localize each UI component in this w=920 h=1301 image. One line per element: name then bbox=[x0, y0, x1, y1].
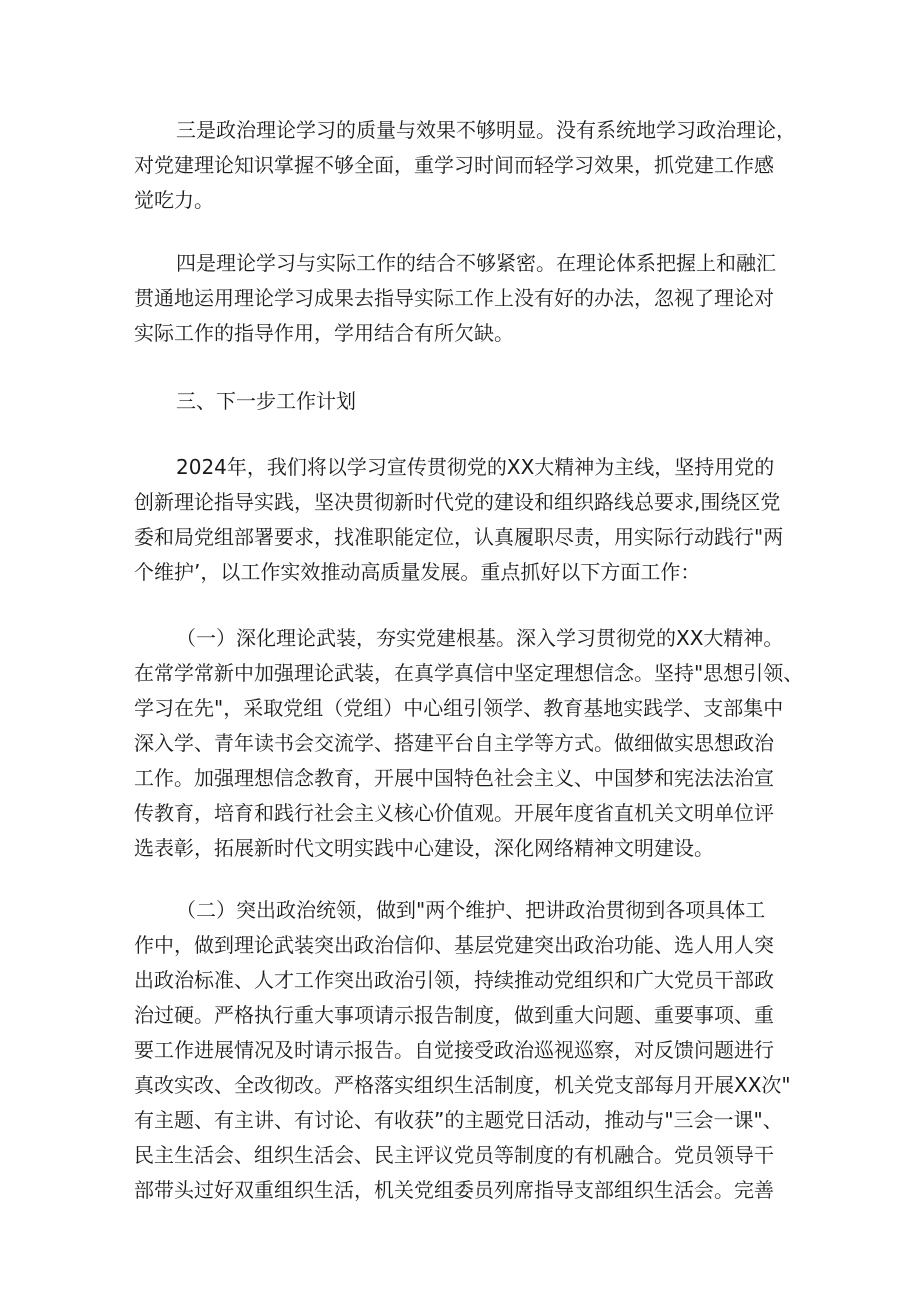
text-line: 委和局党组部署要求，找准职能定位，认真履职尽责，用实际行动践行"两 bbox=[134, 525, 784, 549]
text-line: 个维护’，以工作实效推动高质量发展。重点抓好以下方面工作： bbox=[134, 560, 701, 584]
text-line: 三是政治理论学习的质量与效果不够明显。没有系统地学习政治理论， bbox=[176, 118, 796, 142]
text-line: 治过硬。严格执行重大事项请示报告制度，做到重大问题、重要事项、重 bbox=[134, 1003, 774, 1027]
text-line: 要工作进展情况及时请示报告。自觉接受政治巡视巡察，对反馈问题进行 bbox=[134, 1038, 774, 1062]
text-line: （二）突出政治统领，做到"两个维护、把讲政治贯彻到各项具体工 bbox=[176, 898, 766, 922]
text-line: 传教育，培育和践行社会主义核心价值观。开展年度省直机关文明单位评 bbox=[134, 801, 774, 825]
text-line: 选表彰，拓展新时代文明实践中心建设，深化网络精神文明建设。 bbox=[134, 836, 714, 860]
heading-text: 三、下一步工作计划 bbox=[176, 389, 356, 413]
text-line: 民主生活会、组织生活会、民主评议党员等制度的有机融合。党员领导干 bbox=[134, 1143, 774, 1167]
text-line: 对党建理论知识掌握不够全面，重学习时间而轻学习效果，抓党建工作感 bbox=[134, 153, 774, 177]
text-line: 真改实改、全改彻改。严格落实组织生活制度，机关党支部每月开展XX次" bbox=[134, 1073, 791, 1097]
text-line: 四是理论学习与实际工作的结合不够紧密。在理论体系把握上和融汇 bbox=[176, 251, 776, 275]
text-line: 工作。加强理想信念教育，开展中国特色社会主义、中国梦和宪法法治宣 bbox=[134, 766, 774, 790]
text-line: 深入学、青年读书会交流学、搭建平台自主学等方式。做细做实思想政治 bbox=[134, 731, 774, 755]
text-line: 觉吃力。 bbox=[134, 188, 214, 212]
text-line: 贯通地运用理论学习成果去指导实际工作上没有好的办法，忽视了理论对 bbox=[134, 286, 774, 310]
text-line: 学习在先"，采取党组（党组）中心组引领学、教育基地实践学、支部集中 bbox=[134, 696, 784, 720]
text-line: 创新理论指导实践，坚决贯彻新时代党的建设和组织路线总要求,围绕区党 bbox=[134, 490, 781, 514]
text-line: 部带头过好双重组织生活，机关党组委员列席指导支部组织生活会。完善 bbox=[134, 1178, 774, 1202]
text-line: 2024年，我们将以学习宣传贯彻党的XX大精神为主线，坚持用党的 bbox=[176, 455, 775, 479]
text-line: 出政治标准、人才工作突出政治引领，持续推动党组织和广大党员干部政 bbox=[134, 968, 774, 992]
text-line: 在常学常新中加强理论武装，在真学真信中坚定理想信念。坚持"思想引领、 bbox=[134, 661, 804, 685]
text-line: 实际工作的指导作用，学用结合有所欠缺。 bbox=[134, 321, 514, 345]
text-line: （一）深化理论武装，夯实党建根基。深入学习贯彻党的XX大精神。 bbox=[176, 626, 784, 650]
text-line: 作中，做到理论武装突出政治信仰、基层党建突出政治功能、选人用人突 bbox=[134, 933, 774, 957]
text-line: 有主题、有主讲、有讨论、有收获”的主题党日活动，推动与"三会一课"、 bbox=[134, 1108, 783, 1132]
